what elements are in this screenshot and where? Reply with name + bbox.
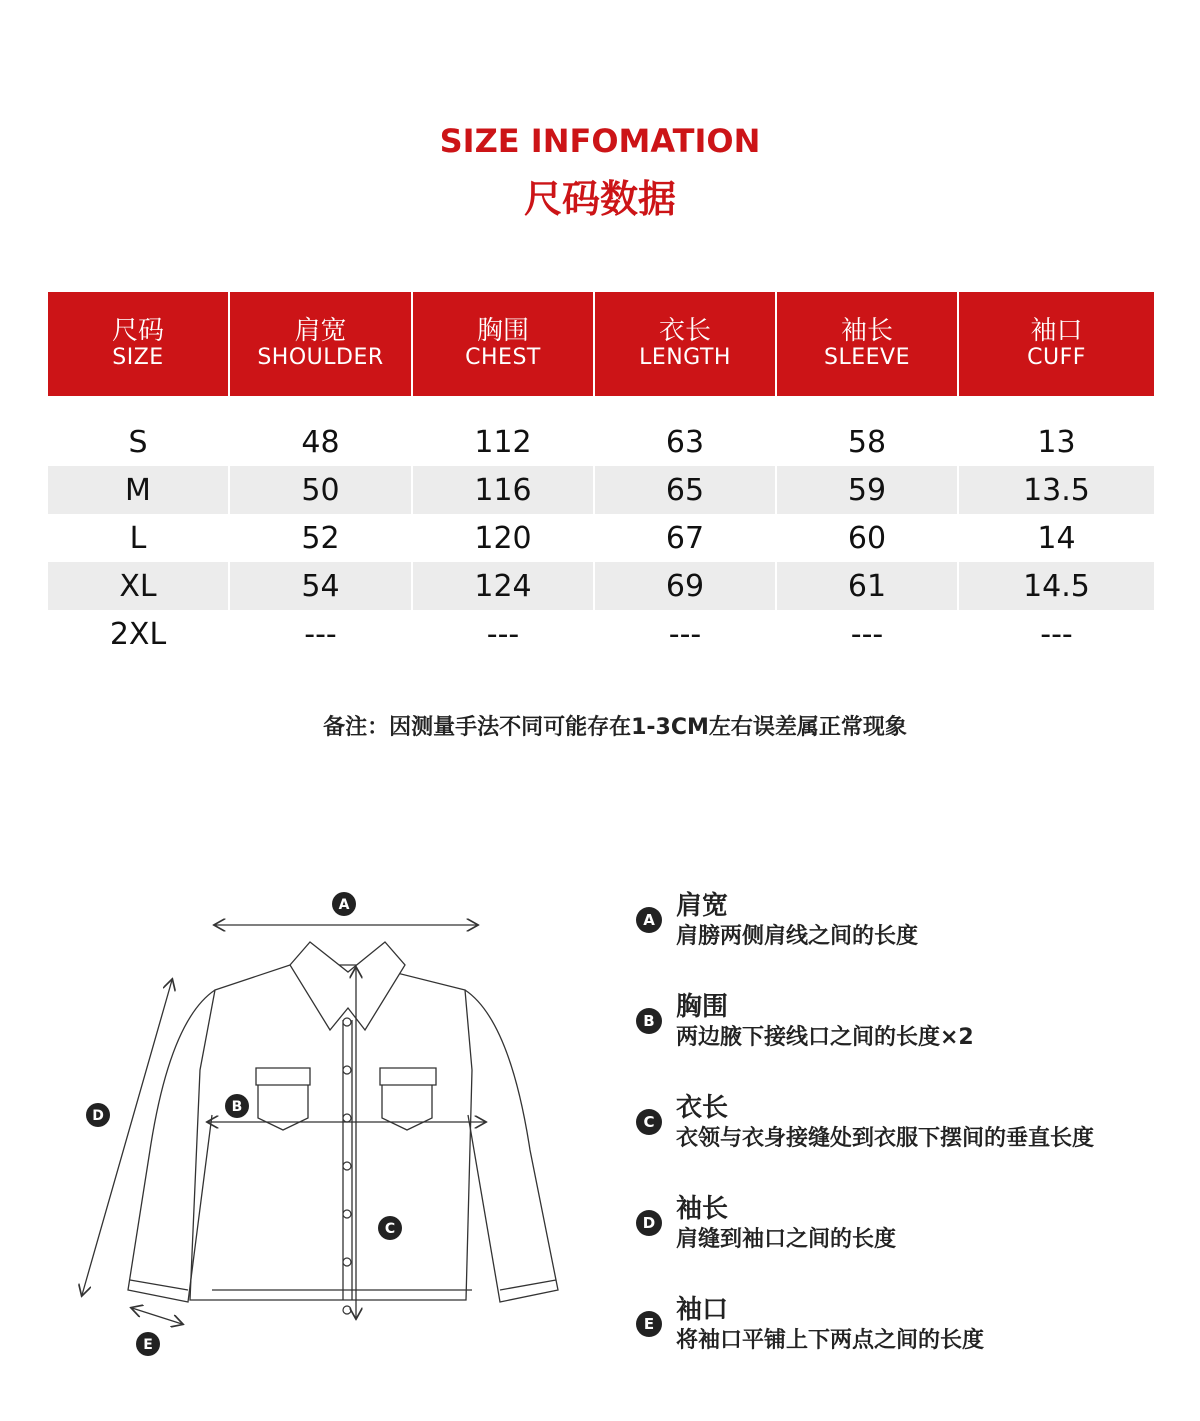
legend-item-sleeve xyxy=(636,1188,1176,1289)
marker-b-icon xyxy=(225,1094,249,1118)
cell-sleeve: --- xyxy=(777,610,959,658)
legend-description: 肩膀两侧肩线之间的长度 xyxy=(676,924,919,949)
legend-description: 将袖口平铺上下两点之间的长度 xyxy=(676,1328,985,1353)
legend-item-length xyxy=(636,1087,1176,1188)
legend-title: 衣长 xyxy=(676,1093,729,1123)
legend-title: 袖长 xyxy=(676,1194,729,1224)
cell-sleeve: 60 xyxy=(777,514,959,562)
cell-size: S xyxy=(48,418,230,466)
cell-size: 2XL xyxy=(48,610,230,658)
cell-length: 69 xyxy=(595,562,777,610)
table-header xyxy=(48,292,1154,396)
legend-title: 肩宽 xyxy=(676,891,729,921)
cell-shoulder: 50 xyxy=(230,466,413,514)
header-label-zh: 尺码 xyxy=(111,316,164,346)
legend-description: 两边腋下接线口之间的长度×2 xyxy=(676,1025,974,1050)
cell-chest: --- xyxy=(413,610,595,658)
svg-text:D: D xyxy=(92,1108,104,1124)
header-label-zh: 袖长 xyxy=(840,316,893,346)
legend-title: 胸围 xyxy=(676,992,729,1022)
badge-d-icon: D xyxy=(636,1210,662,1236)
header-label-zh: 袖口 xyxy=(1030,316,1083,346)
cell-chest: 116 xyxy=(413,466,595,514)
cell-shoulder: 54 xyxy=(230,562,413,610)
svg-text:B: B xyxy=(231,1099,243,1115)
header-sleeve xyxy=(777,292,959,396)
header-size xyxy=(48,292,230,396)
legend-item-cuff xyxy=(636,1289,1176,1390)
header-label-zh: 衣长 xyxy=(658,316,711,346)
header-shoulder xyxy=(230,292,413,396)
badge-b-icon: B xyxy=(636,1008,662,1034)
svg-text:A: A xyxy=(338,897,350,913)
cell-length: 63 xyxy=(595,418,777,466)
cell-size: L xyxy=(48,514,230,562)
legend-description: 衣领与衣身接缝处到衣服下摆间的垂直长度 xyxy=(676,1126,1095,1151)
cell-size: M xyxy=(48,466,230,514)
marker-d-icon xyxy=(86,1103,110,1127)
header-label-zh: 胸围 xyxy=(476,316,529,346)
cell-cuff: 14 xyxy=(1037,520,1076,556)
table-row xyxy=(48,418,1154,466)
header-label-en: SLEEVE xyxy=(824,345,910,370)
cell-sleeve: 58 xyxy=(777,418,959,466)
table-row xyxy=(48,562,1154,610)
cell-length: 65 xyxy=(595,466,777,514)
cell-shoulder: 48 xyxy=(230,418,413,466)
cell-chest: 120 xyxy=(413,514,595,562)
marker-c-icon xyxy=(378,1216,402,1240)
table-row xyxy=(48,610,1154,658)
cell-size: XL xyxy=(48,562,230,610)
size-table xyxy=(48,292,1154,658)
cell-chest: 124 xyxy=(413,562,595,610)
table-row xyxy=(48,514,1154,562)
header-chest xyxy=(413,292,595,396)
badge-e-icon: E xyxy=(636,1311,662,1337)
measurement-legend xyxy=(636,885,1176,1390)
jacket-diagram xyxy=(60,870,620,1390)
header-cuff xyxy=(959,292,1154,396)
header-label-en: CUFF xyxy=(1027,345,1086,370)
title-english: SIZE INFOMATION xyxy=(439,122,761,160)
badge-a-icon: A xyxy=(636,907,662,933)
cell-cuff: 13.5 xyxy=(959,466,1154,514)
cell-length: 67 xyxy=(595,514,777,562)
arrow-sleeve xyxy=(82,980,172,1295)
header-label-zh: 肩宽 xyxy=(294,316,347,346)
header-label-en: CHEST xyxy=(465,345,541,370)
header-length xyxy=(595,292,777,396)
cell-sleeve: 59 xyxy=(777,466,959,514)
table-body xyxy=(48,418,1154,658)
marker-a-icon xyxy=(332,892,356,916)
cell-cuff: 13 xyxy=(1037,424,1076,460)
legend-item-shoulder xyxy=(636,885,1176,986)
header-label-en: LENGTH xyxy=(639,345,731,370)
cell-cuff: --- xyxy=(1040,616,1073,652)
svg-text:E: E xyxy=(143,1337,153,1353)
legend-item-chest xyxy=(636,986,1176,1087)
cell-cuff: 14.5 xyxy=(959,562,1154,610)
arrow-cuff xyxy=(132,1308,182,1324)
title-chinese: 尺码数据 xyxy=(523,177,676,221)
cell-sleeve: 61 xyxy=(777,562,959,610)
header-label-en: SIZE xyxy=(112,345,164,370)
cell-chest: 112 xyxy=(413,418,595,466)
svg-text:C: C xyxy=(384,1221,396,1237)
cell-shoulder: --- xyxy=(230,610,413,658)
cell-shoulder: 52 xyxy=(230,514,413,562)
measurement-note: 备注：因测量手法不同可能存在1-3CM左右误差属正常现象 xyxy=(323,715,907,740)
marker-e-icon xyxy=(136,1332,160,1356)
table-row xyxy=(48,466,1154,514)
legend-title: 袖口 xyxy=(676,1295,729,1325)
header-label-en: SHOULDER xyxy=(257,345,384,370)
cell-length: --- xyxy=(595,610,777,658)
legend-description: 肩缝到袖口之间的长度 xyxy=(676,1227,897,1252)
badge-c-icon: C xyxy=(636,1109,662,1135)
